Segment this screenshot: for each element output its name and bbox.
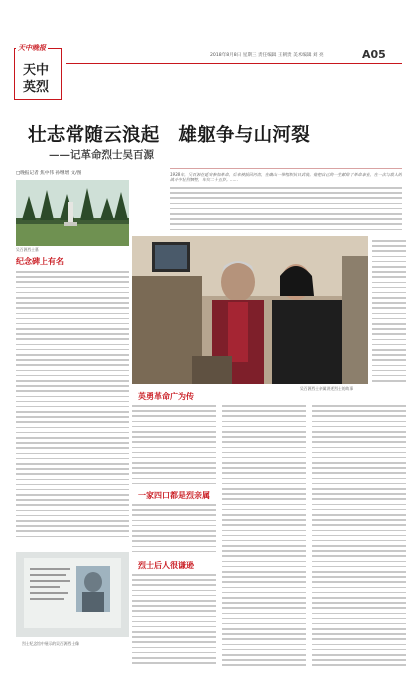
- col4-text: [312, 405, 406, 670]
- section-name: 英烈: [23, 80, 50, 95]
- col2-text-b: [132, 504, 216, 556]
- headline: 壮志常随云浪起 雄躯争与山河裂: [28, 125, 311, 146]
- section-short: 天中: [23, 63, 50, 78]
- intro-text: 1938年，吴百源在延安参加革命，后来被派回河南，在确山一带组织抗日武装。他把自己的一生献给了革命事业，在一次与敌人的战斗中壮烈牺牲，年仅二十五岁。……: [170, 172, 402, 183]
- col2-text-a: [132, 405, 216, 487]
- memorial-photo: [16, 552, 129, 637]
- monument-photo: [16, 180, 129, 246]
- family-photo-caption: 吴百源烈士亲属讲述烈士的故事: [300, 386, 354, 391]
- left-column-text: [16, 271, 129, 541]
- section-heading-3: 一家四口都是烈亲属: [138, 490, 210, 500]
- intro-box: [170, 168, 402, 235]
- byline: □晚报记者 焦中伟 孙继增 文/图: [16, 171, 82, 176]
- section-heading-1: 纪念碑上有名: [16, 256, 64, 266]
- dateline: 2018年8月8日 星期三 责任编辑 王朝贵 美术编辑 刘 亮: [210, 53, 324, 58]
- right-column-text-top: [372, 240, 406, 390]
- memorial-photo-caption: 烈士纪念馆中展示的吴百源烈士像: [22, 641, 79, 646]
- paper-name: 天中晚报: [18, 43, 46, 52]
- monument-caption: 吴百源烈士墓: [16, 247, 39, 252]
- col3-text: [222, 405, 306, 670]
- page-number: A05: [362, 48, 386, 61]
- masthead-logo: [14, 43, 62, 100]
- intro-text-lines: [170, 187, 402, 233]
- section-heading-2: 英勇革命广为传: [138, 391, 194, 401]
- col2-text-c: [132, 574, 216, 670]
- family-photo: [132, 236, 368, 384]
- header-rule: [66, 63, 402, 64]
- section-heading-4: 烈士后人很谦逊: [138, 560, 194, 570]
- subheadline: ——记革命烈士吴百源: [49, 149, 154, 161]
